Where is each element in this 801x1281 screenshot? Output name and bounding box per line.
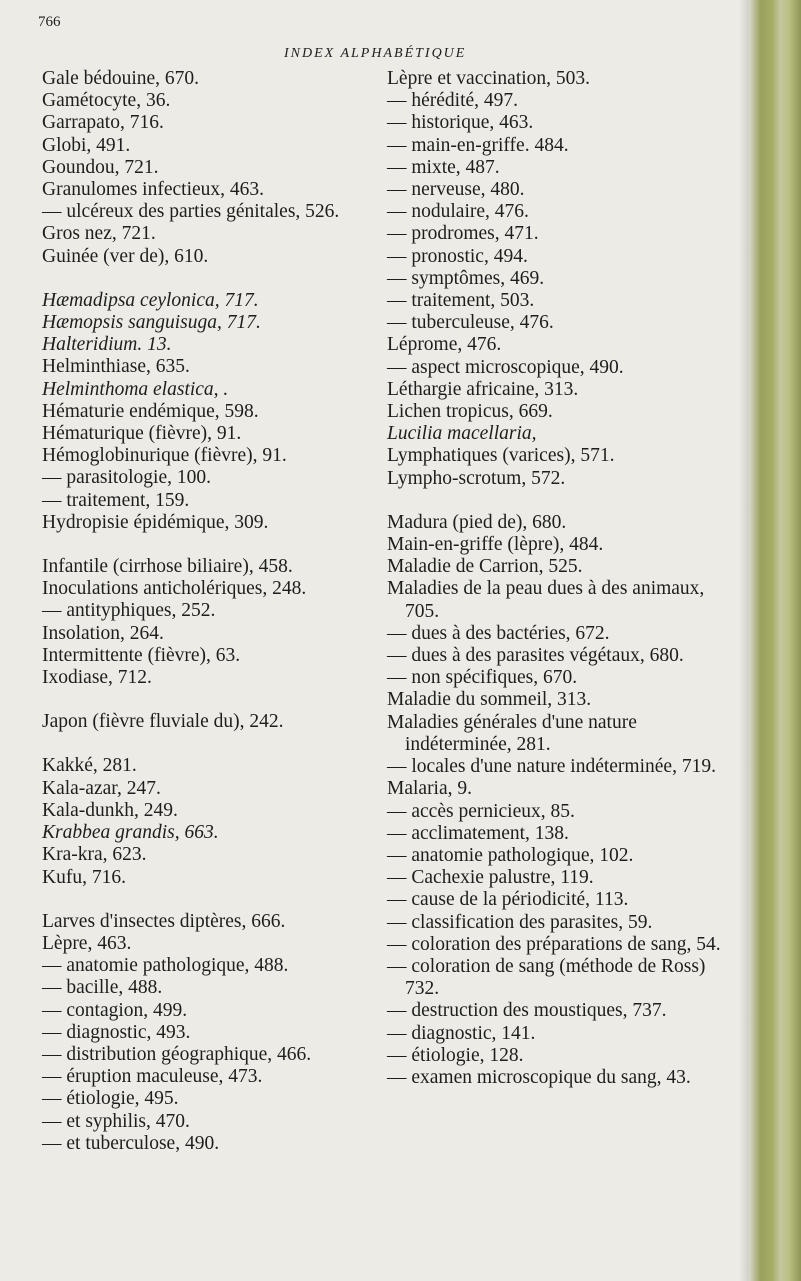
index-entry: Lymphatiques (varices), 571. <box>387 445 615 467</box>
index-entry: Japon (fièvre fluviale du), 242. <box>42 711 284 733</box>
index-entry: — coloration de sang (méthode de Ross) 732. <box>387 955 706 1000</box>
index-entry: Maladies de la peau dues à des animaux, 705. <box>387 578 705 622</box>
running-head: INDEX ALPHABÉTIQUE <box>284 46 467 61</box>
index-group-k <box>42 755 367 888</box>
index-entry: — bacille, 488. <box>42 977 163 999</box>
index-entry: Lichen tropicus, 669. <box>387 401 553 423</box>
index-entry: Kala-azar, 247. <box>42 777 161 799</box>
index-entry: Garrapato, 716. <box>42 112 164 134</box>
index-entry: — dues à des bactéries, 672. <box>387 622 610 644</box>
index-entry: Léthargie africaine, 313. <box>387 378 579 400</box>
index-entry: — symptômes, 469. <box>387 267 545 289</box>
index-group-l <box>42 911 367 1155</box>
index-entry: — antityphiques, 252. <box>42 600 216 622</box>
index-entry: — anatomie pathologique, 488. <box>42 955 289 977</box>
group-gap <box>42 689 367 711</box>
index-entry: Gros nez, 721. <box>42 223 156 245</box>
index-entry: — acclimatement, 138. <box>387 822 569 844</box>
group-gap <box>42 733 367 755</box>
page-edge-shadow <box>739 0 749 1281</box>
index-entry: — locales d'une nature indéterminée, 719. <box>387 756 716 778</box>
index-entry: — et syphilis, 470. <box>42 1110 190 1132</box>
index-entry: — parasitologie, 100. <box>42 467 211 489</box>
index-entry: — anatomie pathologique, 102. <box>387 844 634 866</box>
index-entry: Maladies générales d'une nature indéterminée, 281. <box>387 711 637 755</box>
index-entry: Kala-dunkh, 249. <box>42 799 178 821</box>
index-entry: Guinée (ver de), 610. <box>42 245 209 267</box>
index-entry: Hydropisie épidémique, 309. <box>42 511 269 533</box>
index-entry: — pronostic, 494. <box>387 245 528 267</box>
index-entry: Infantile (cirrhose biliaire), 458. <box>42 556 293 578</box>
index-entry: Main-en-griffe (lèpre), 484. <box>387 534 604 556</box>
index-entry: — prodromes, 471. <box>387 223 539 245</box>
index-entry: Kufu, 716. <box>42 866 126 888</box>
index-entry: Hémoglobinurique (fièvre), 91. <box>42 445 287 467</box>
index-entry: Lèpre et vaccination, 503. <box>387 68 591 89</box>
index-entry: Goundou, 721. <box>42 156 159 178</box>
index-entry: Larves d'insectes diptères, 666. <box>42 910 286 932</box>
index-entry: — étiologie, 128. <box>387 1044 524 1066</box>
index-entry: Gamétocyte, 36. <box>42 90 171 112</box>
index-entry: Halteridium. 13. <box>42 334 172 356</box>
index-entry: — contagion, 499. <box>42 999 188 1021</box>
index-entry: — éruption maculeuse, 473. <box>42 1066 263 1088</box>
index-entry: — diagnostic, 141. <box>387 1022 536 1044</box>
index-entry: Gale bédouine, 670. <box>42 68 200 89</box>
index-entry: — diagnostic, 493. <box>42 1021 191 1043</box>
index-entry: — nerveuse, 480. <box>387 179 525 201</box>
index-group-g <box>42 68 367 268</box>
index-entry: — étiologie, 495. <box>42 1088 179 1110</box>
index-entry: Léprome, 476. <box>387 334 502 356</box>
index-entry: Hématurie endémique, 598. <box>42 400 259 422</box>
index-entry: Lèpre, 463. <box>42 932 132 954</box>
index-entry: Hæmadipsa ceylonica, 717. <box>42 289 259 311</box>
index-entry: Madura (pied de), 680. <box>387 511 567 533</box>
index-entry: — historique, 463. <box>387 112 534 134</box>
index-entry: — coloration des préparations de sang, 54. <box>387 933 721 955</box>
page-number: 766 <box>38 14 61 30</box>
group-gap <box>42 534 367 556</box>
index-entry: — cause de la périodicité, 113. <box>387 889 629 911</box>
index-entry: Hæmopsis sanguisuga, 717. <box>42 312 261 334</box>
index-entry: — hérédité, 497. <box>387 90 519 112</box>
index-entry: Hématurique (fièvre), 91. <box>42 423 242 445</box>
index-entry: — ulcéreux des parties génitales, 526. <box>42 201 340 223</box>
index-entry: Helminthiase, 635. <box>42 356 190 378</box>
index-entry: — classification des parasites, 59. <box>387 911 653 933</box>
index-entry: — main-en-griffe. 484. <box>387 134 569 156</box>
left-index-column <box>42 68 367 1155</box>
index-entry: Maladie du sommeil, 313. <box>387 689 592 711</box>
group-gap <box>42 889 367 911</box>
index-entry: Lympho-scrotum, 572. <box>387 467 566 489</box>
group-gap <box>387 490 732 512</box>
right-index-column <box>387 68 732 1089</box>
index-group-i <box>42 556 367 689</box>
index-group-m <box>387 512 732 1089</box>
index-entry: — accès pernicieux, 85. <box>387 800 575 822</box>
index-entry: — destruction des moustiques, 737. <box>387 1000 667 1022</box>
index-entry: — aspect microscopique, 490. <box>387 356 624 378</box>
index-entry: — distribution géographique, 466. <box>42 1043 312 1065</box>
index-entry: — mixte, 487. <box>387 156 500 178</box>
index-entry: — examen microscopique du sang, 43. <box>387 1066 691 1088</box>
index-group-j <box>42 711 367 733</box>
index-entry: — nodulaire, 476. <box>387 201 529 223</box>
index-entry: Krabbea grandis, 663. <box>42 822 219 844</box>
index-entry: — dues à des parasites végétaux, 680. <box>387 645 684 667</box>
index-entry: — traitement, 159. <box>42 489 190 511</box>
index-entry: Malaria, 9. <box>387 778 473 800</box>
index-entry: Helminthoma elastica, . <box>42 378 229 400</box>
book-edge-strip <box>749 0 801 1281</box>
index-entry: — non spécifiques, 670. <box>387 667 578 689</box>
index-entry: Kra-kra, 623. <box>42 844 147 866</box>
index-entry: Granulomes infectieux, 463. <box>42 179 265 201</box>
index-entry: — traitement, 503. <box>387 290 535 312</box>
index-entry: — et tuberculose, 490. <box>42 1132 220 1154</box>
index-entry: Maladie de Carrion, 525. <box>387 556 583 578</box>
index-entry: Globi, 491. <box>42 134 131 156</box>
index-group-h <box>42 290 367 534</box>
group-gap <box>42 268 367 290</box>
index-entry: Intermittente (fièvre), 63. <box>42 644 241 666</box>
index-entry: Insolation, 264. <box>42 622 164 644</box>
index-entry: — Cachexie palustre, 119. <box>387 867 594 889</box>
index-entry: Lucilia macellaria, <box>387 423 537 445</box>
index-entry: — tuberculeuse, 476. <box>387 312 554 334</box>
index-entry: Inoculations anticholériques, 248. <box>42 578 307 600</box>
index-entry: Ixodiase, 712. <box>42 667 152 689</box>
index-entry: Kakké, 281. <box>42 755 137 777</box>
index-group-l-continued <box>387 68 732 490</box>
